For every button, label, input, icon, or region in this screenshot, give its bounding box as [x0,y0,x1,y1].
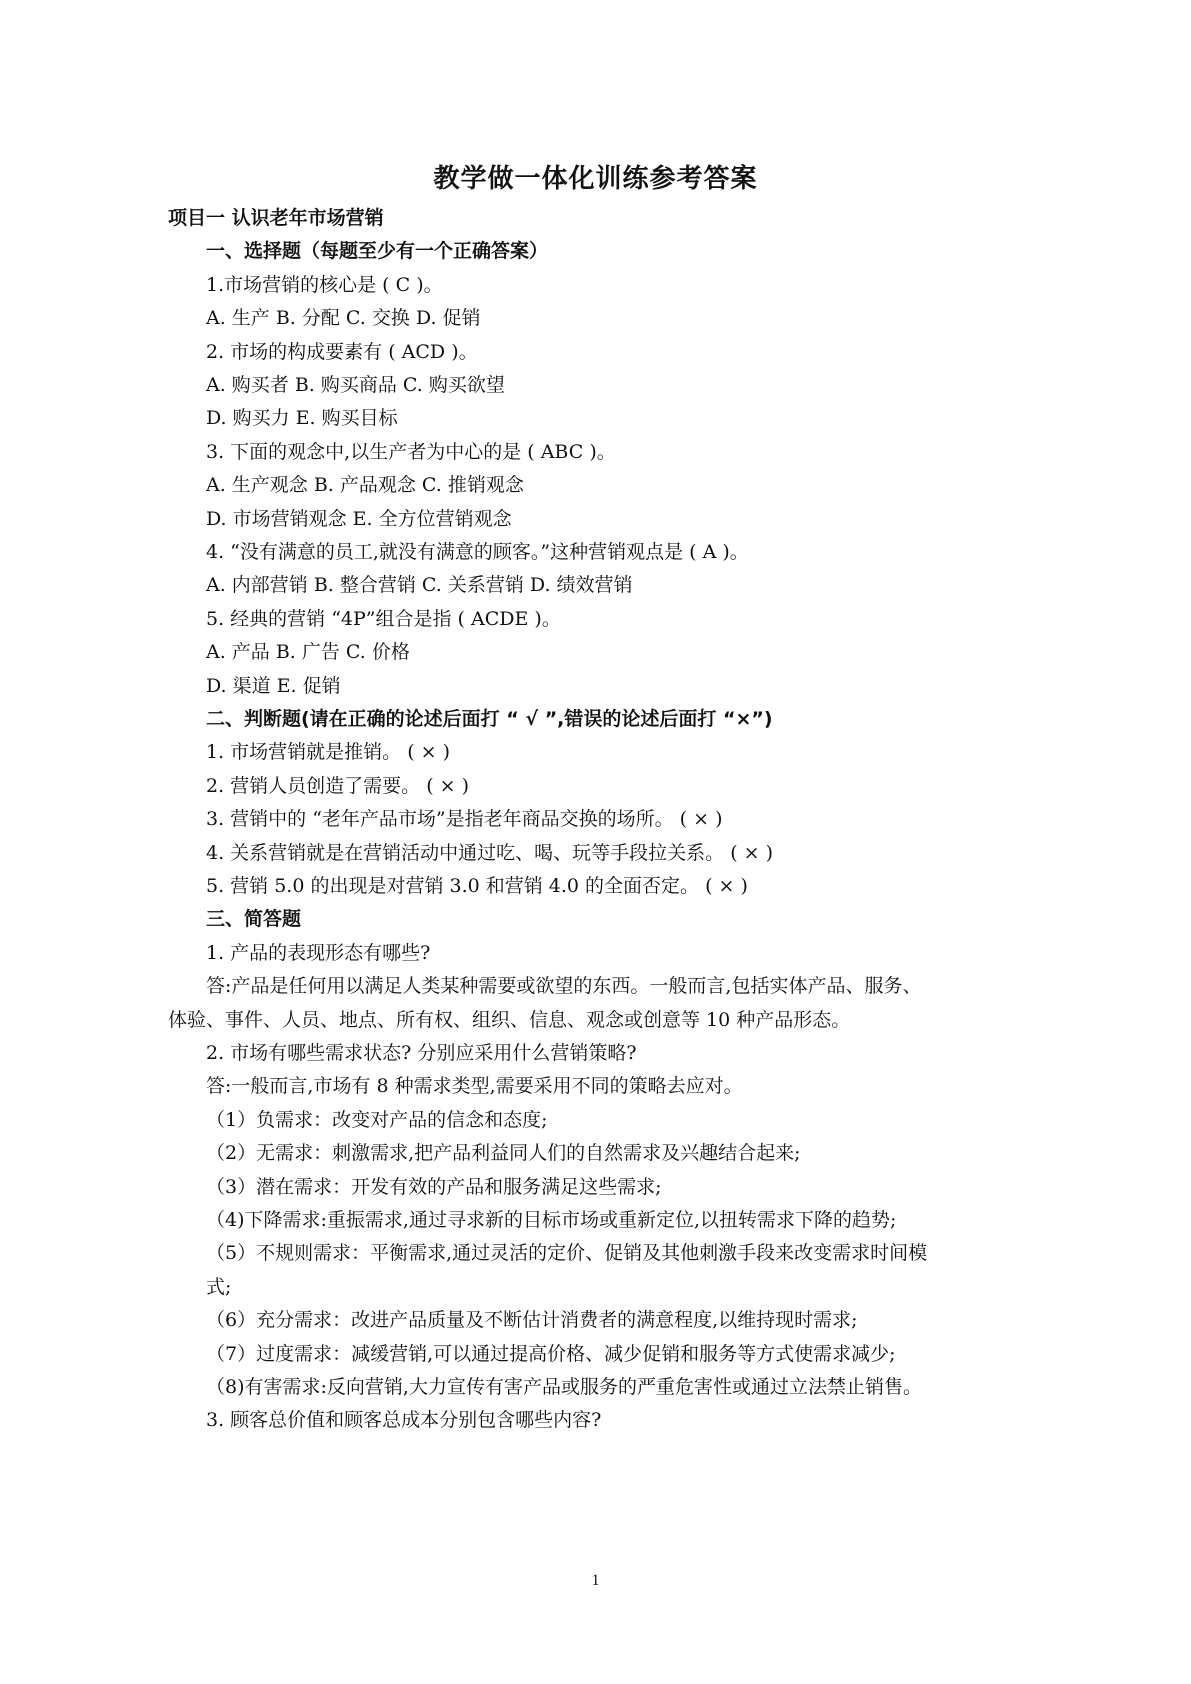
text-line: 5. 经典的营销 “4P”组合是指 ( ACDE )。 [206,607,561,630]
section-heading: 一、选择题（每题至少有一个正确答案） [206,240,549,263]
text-line: 2. 市场有哪些需求状态? 分别应采用什么营销策略? [206,1042,637,1064]
text-line: 5. 营销 5.0 的出现是对营销 3.0 和营销 4.0 的全面否定。 ( × ) [206,875,748,897]
section-heading: 项目一 认识老年市场营销 [168,207,384,229]
text-line: A. 购买者 B. 购买商品 C. 购买欲望 [206,374,505,396]
text-line: （2）无需求：刺激需求,把产品利益同人们的自然需求及兴趣结合起来; [206,1142,801,1165]
text-line: （4)下降需求:重振需求,通过寻求新的目标市场或重新定位,以扭转需求下降的趋势; [206,1209,897,1231]
text-line: A. 产品 B. 广告 C. 价格 [206,641,410,664]
text-line: D. 购买力 E. 购买目标 [206,407,398,430]
text-line: 4. 关系营销就是在营销活动中通过吃、喝、玩等手段拉关系。 ( × ) [206,841,774,864]
text-line: 1.市场营销的核心是 ( C )。 [206,273,443,296]
text-line: 式; [206,1275,232,1298]
section-heading: 三、简答题 [206,908,302,931]
text-line: （6）充分需求：改进产品质量及不断估计消费者的满意程度,以维持现时需求; [206,1309,858,1332]
text-line: 3. 下面的观念中,以生产者为中心的是 ( ABC )。 [206,440,616,463]
text-line: 2. 营销人员创造了需要。 ( × ) [206,774,470,797]
text-line: （7）过度需求：减缓营销,可以通过提高价格、减少促销和服务等方式使需求减少; [206,1342,896,1365]
text-line: A. 生产 B. 分配 C. 交换 D. 促销 [206,307,481,330]
text-line: A. 内部营销 B. 整合营销 C. 关系营销 D. 绩效营销 [206,574,633,597]
section-heading: 二、判断题(请在正确的论述后面打 “ √ ”,错误的论述后面打 “×”) [206,708,773,730]
text-line: 1. 市场营销就是推销。 ( × ) [206,741,451,764]
text-line: 3. 顾客总价值和顾客总成本分别包含哪些内容? [206,1409,602,1432]
page-number: 1 [591,1572,600,1589]
text-line: 4. “没有满意的员工,就没有满意的顾客。”这种营销观点是 ( A )。 [206,541,749,563]
text-line: 体验、事件、人员、地点、所有权、组织、信息、观念或创意等 10 种产品形态。 [168,1008,851,1031]
text-line: 1. 产品的表现形态有哪些? [206,941,431,964]
text-line: （5）不规则需求：平衡需求,通过灵活的定价、促销及其他刺激手段来改变需求时间模 [206,1242,928,1265]
text-line: 答:一般而言,市场有 8 种需求类型,需要采用不同的策略去应对。 [206,1075,743,1098]
document-title: 教学做一体化训练参考答案 [433,164,758,194]
text-line: 答:产品是任何用以满足人类某种需要或欲望的东西。一般而言,包括实体产品、服务、 [206,975,922,998]
text-line: 3. 营销中的 “老年产品市场”是指老年商品交换的场所。 ( × ) [206,808,723,831]
text-line: 2. 市场的构成要素有 ( ACD )。 [206,340,478,363]
text-line: D. 市场营销观念 E. 全方位营销观念 [206,507,512,530]
text-line: （3）潜在需求：开发有效的产品和服务满足这些需求; [206,1175,662,1198]
text-line: （1）负需求：改变对产品的信念和态度; [206,1108,548,1131]
text-line: D. 渠道 E. 促销 [206,674,341,697]
text-line: （8)有害需求:反向营销,大力宣传有害产品或服务的严重危害性或通过立法禁止销售。 [206,1376,922,1398]
text-line: A. 生产观念 B. 产品观念 C. 推销观念 [206,474,524,497]
